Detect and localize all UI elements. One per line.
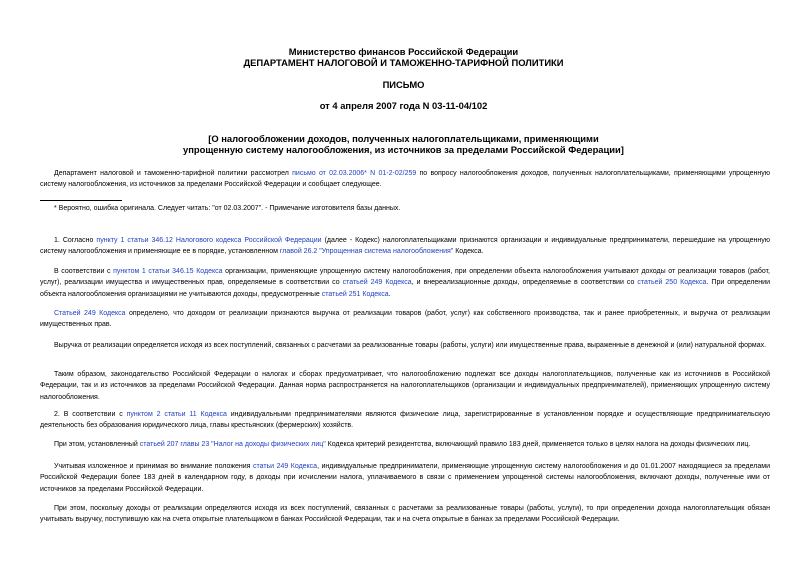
link-article-249-b[interactable]: Статьей 249 Кодекса (54, 310, 126, 317)
paragraph-6: 2. В соответствии с пунктом 2 статьи 11 Кодекса индивидуальными предпринимателями являются физические лица, зарегистрированные в установленном порядке и осуществляющие предпринимательскую деятельность без образования юридического лица, главы крестьянских (фермерских) хозяйств. (40, 411, 770, 430)
paragraph-1: 1. Согласно пункту 1 статьи 346.12 Налогового кодекса Российской Федерации (далее - Кодекс) налогоплательщиками признаются организации и индивидуальные предприниматели, перешедшие на упрощенную систему налогообложения и применяющие ее в порядке, установленном главой 26.2 "Упрощенная система налогообложения" Кодекса. (40, 237, 771, 256)
department-name: ДЕПАРТАМЕНТ НАЛОГОВОЙ И ТАМОЖЕННО-ТАРИФНОЙ ПОЛИТИКИ (243, 57, 564, 68)
link-article-346-15[interactable]: пунктом 1 статьи 346.15 Кодекса (113, 268, 223, 275)
paragraph-5: Таким образом, законодательство Российской Федерации о налогах и сборах предусматривает, что налогообложению подлежат все доходы налогоплательщиков, полученные как из источников в Российской Федерации, так и из источников за пределами Российской Федерации. Данная норма распространяется на налогоплательщиков (организации и индивидуальных предпринимателей), применяющих упрощенную систему налогообложения. (40, 371, 770, 401)
paragraph-2: В соответствии с пунктом 1 статьи 346.15 Кодекса организации, применяющие упрощенную систему налогообложения, при определении объекта налогообложения учитывают доходы от реализации товаров (работ, услуг), реализации имущества и имущественных прав, определяемые в соответствии со статьей 249 Кодекса, и внереализационные доходы, определяемые в соответствии со статьей 250 Кодекса. При определении объекта налогообложения организациями не учитываются доходы, предусмотренные статьей 251 Кодекса. (40, 268, 771, 298)
link-article-11[interactable]: пунктом 2 статьи 11 Кодекса (126, 411, 227, 418)
paragraph-3: Статьей 249 Кодекса определено, что доходом от реализации признаются выручка от реализации товаров (работ, услуг) как собственного производства, так и ранее приобретенных, и выручка от реализации имущественных прав. (40, 310, 770, 329)
paragraph-4: Выручка от реализации определяется исходя из всех поступлений, связанных с расчетами за реализованные товары (работы, услуги) или имущественные права, выраженные в денежной и (или) натуральной формах. (54, 342, 767, 349)
paragraph-8: Учитывая изложенное и принимая во внимание положения статьи 249 Кодекса, индивидуальные предприниматели, применяющие упрощенную систему налогообложения и до 01.01.2007 находящиеся за пределами Российской Федерации более 183 дней в календарном году, в доходы при исчислении налога, уплачиваемого в связи с применением упрощенной системы налогообложения, включают доходы, полученные ими от источников за пределами Российской Федерации. (40, 463, 770, 493)
footnote-divider (40, 200, 122, 201)
link-article-207[interactable]: статьей 207 главы 23 "Налог на доходы физических лиц" (139, 441, 326, 448)
ministry-name: Министерство финансов Российской Федерации (288, 46, 519, 57)
link-chapter-26-2[interactable]: главой 26.2 "Упрощенная система налогообложения" (279, 248, 454, 256)
link-article-346-12[interactable]: пункту 1 статьи 346.12 Налогового кодекса Российской Федерации (96, 237, 322, 244)
document-date-number: от 4 апреля 2007 года N 03-11-04/102 (319, 100, 488, 111)
link-article-249-c[interactable]: статьи 249 Кодекса (252, 463, 318, 470)
link-article-251[interactable]: статьей 251 Кодекса (321, 290, 389, 298)
link-article-250[interactable]: статьей 250 Кодекса (637, 279, 707, 287)
link-letter[interactable]: письмо от 02.03.2006* N 01-2-02/259 (292, 170, 417, 177)
document-type: ПИСЬМО (382, 79, 425, 90)
document-title-line-1: [О налогообложении доходов, полученных налогоплательщиками, применяющими (208, 133, 599, 144)
paragraph-7: При этом, установленный статьей 207 главы 23 "Налог на доходы физических лиц" Кодекса критерий резидентства, включающий правило 183 дней, применяется только в целях налога на доходы физических лиц. (54, 441, 751, 448)
paragraph-intro: Департамент налоговой и таможенно-тарифной политики рассмотрел письмо от 02.03.2006* N 01-2-02/259 по вопросу налогообложения доходов, полученных налогоплательщиками, применяющими упрощенную систему налогообложения, из источников за пределами Российской Федерации и сообщает следующее. (40, 170, 771, 189)
link-article-249[interactable]: статьей 249 Кодекса (342, 279, 412, 287)
document-title-line-2: упрощенную систему налогообложения, из источников за пределами Российской Федерации] (183, 144, 624, 155)
footnote: * Вероятно, ошибка оригинала. Следует читать: "от 02.03.2007". - Примечание изготовителя базы данных. (54, 205, 401, 212)
paragraph-9: При этом, поскольку доходы от реализации определяются исходя из всех поступлений, связанных с расчетами за реализованные товары (работы, услуги), то при определении дохода налогоплательщик обязан учитывать выручку, поступившую как на счета открытые плательщиком в банках Российской Федерации, так и на счета открытые в банках за пределами Российской Федерации. (40, 505, 770, 524)
